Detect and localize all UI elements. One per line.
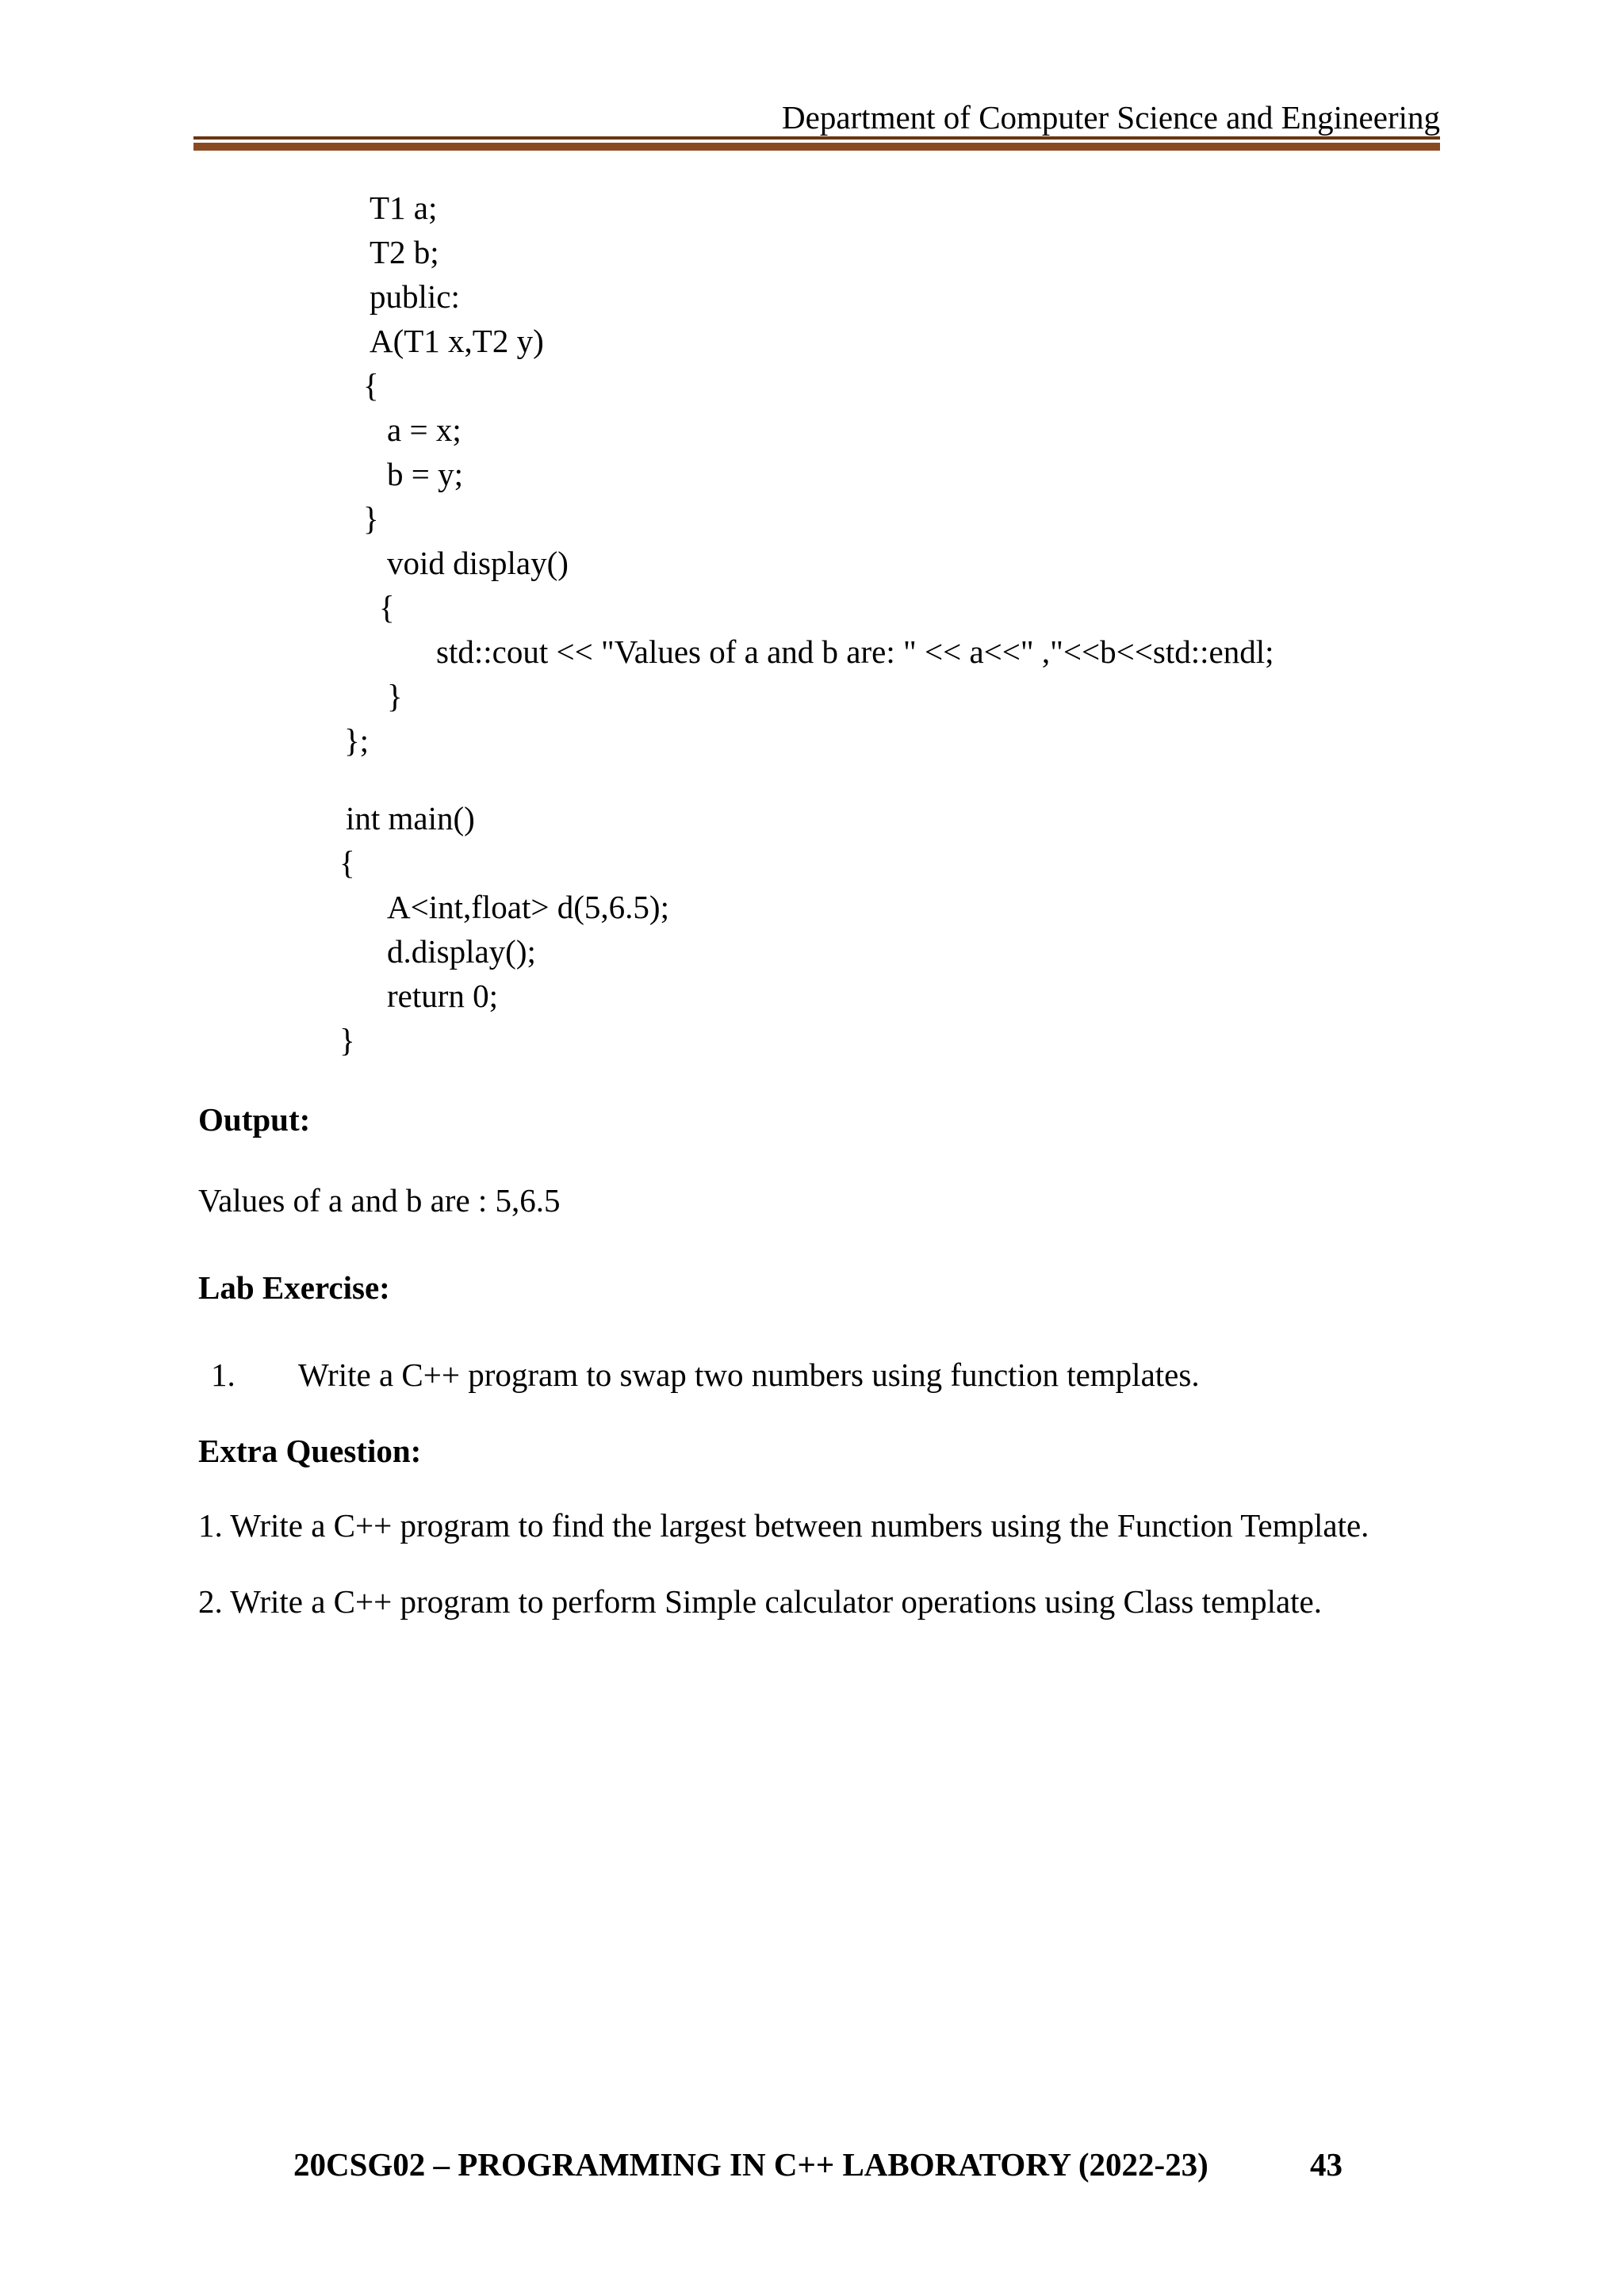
code-line: a = x; xyxy=(387,411,462,448)
list-item: 1. Write a C++ program to find the largest between numbers using the Function Template. xyxy=(198,1507,1369,1544)
course-title: 20CSG02 – PROGRAMMING IN C++ LABORATORY (2022-23) xyxy=(293,2146,1208,2183)
code-line: A(T1 x,T2 y) xyxy=(370,323,544,359)
code-line: T2 b; xyxy=(370,234,439,270)
code-line: b = y; xyxy=(387,456,464,492)
code-line: } xyxy=(387,678,403,714)
code-line: public: xyxy=(370,278,460,315)
output-heading: Output: xyxy=(198,1101,311,1138)
code-line: A<int,float> d(5,6.5); xyxy=(387,889,669,925)
lab-exercise-heading: Lab Exercise: xyxy=(198,1269,390,1306)
page-number: 43 xyxy=(1310,2146,1342,2183)
header-rule-thin xyxy=(193,136,1440,140)
code-line: d.display(); xyxy=(387,933,536,970)
list-item-number: 1. xyxy=(211,1357,236,1393)
extra-question-heading: Extra Question: xyxy=(198,1433,422,1469)
code-line: void display() xyxy=(387,545,569,581)
list-item: 2. Write a C++ program to perform Simple calculator operations using Class template. xyxy=(198,1583,1323,1620)
code-line: int main() xyxy=(346,800,475,836)
department-title: Department of Computer Science and Engineering xyxy=(782,99,1440,136)
code-line: { xyxy=(339,844,355,881)
code-line: }; xyxy=(344,722,370,759)
code-line: return 0; xyxy=(387,978,499,1014)
code-line: { xyxy=(379,589,395,626)
code-line: std::cout << "Values of a and b are: " << a<<" ,"<<b<<std::endl; xyxy=(436,633,1274,670)
code-line: } xyxy=(363,500,379,537)
header-rule-thick xyxy=(193,143,1440,151)
code-line: } xyxy=(339,1022,355,1058)
code-line: T1 a; xyxy=(370,189,438,226)
list-item-text: Write a C++ program to swap two numbers using function templates. xyxy=(298,1357,1200,1393)
code-line: { xyxy=(363,367,379,404)
output-text: Values of a and b are : 5,6.5 xyxy=(198,1182,561,1219)
